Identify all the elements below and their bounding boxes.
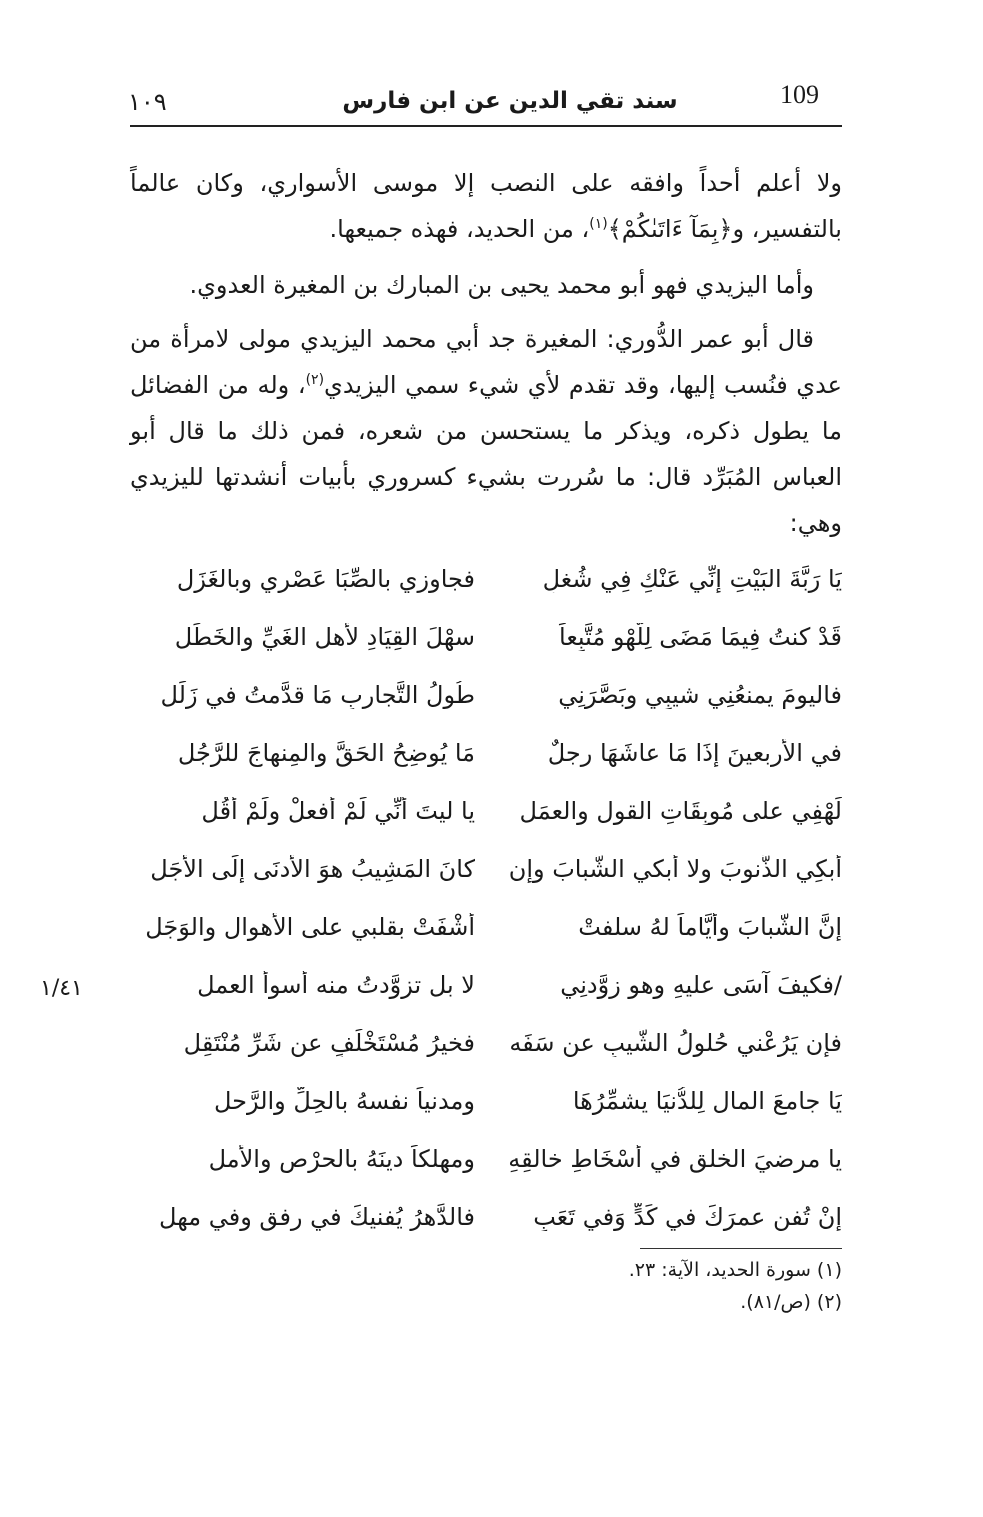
poem-verse [130,1188,842,1246]
verse-first-hemistich: إِنْ تُفنِ عمرَكَ في كَدٍّ وَفي تَعَبٍ [533,1203,842,1231]
footnote-1: (١) سورة الحديد، الآية: ٢٣. [628,1259,842,1281]
poem-verse [130,608,842,666]
verse-second-hemistich: ومدنياً نفسهُ بالحِلِّ والرَّحلِ [213,1087,475,1115]
verse-second-hemistich: يا ليتَ أنِّي لَمْ أفعلْ ولَمْ أقُلِ [201,797,475,825]
footnote-ref-1: (١) [589,216,608,232]
page-number-latin: 109 [780,80,819,109]
verse-second-hemistich: ومهلكاً دينَهُ بالحرْصِ والأملِ [208,1145,475,1173]
verse-second-hemistich: مَا يُوضِحُ الحَقَّ والمِنهاجَ للرَّجُلِ [177,739,475,767]
verse-first-hemistich: إِنَّ الشَّبابَ وأيَّاماً لهُ سلفتْ [578,913,842,941]
paragraph-3-text-b: ، وله من الفضائل ما يطول ذكره، ويذكر ما يستحسن من شعره، فمن ذلك ما قال أبو العباس المُبَرِّد قال: ما سُررت بشيء كسروري بأبيات أنشدتها لليزيدي وهي: [130,371,842,537]
verse-second-hemistich: طُولُ التَّجارِبِ مَا قدَّمتُ في زَلَلِ [160,681,475,709]
verse-second-hemistich: فجاوِزِي بالصِّبَا عَصْرِي وبالغَزَلِ [176,565,475,593]
poem-verse [130,550,842,608]
poem-verse [130,898,842,956]
verse-first-hemistich: في الأَربعينَ إِذَا مَا عاشَهَا رجلٌ [547,739,842,767]
poem-verse [130,782,842,840]
verse-second-hemistich: فالدَّهرُ يُفنيكَ في رفقٍ وفي مهلِ [159,1203,475,1231]
verse-first-hemistich: أبكِي الذُّنوبَ ولا أبكي الشَّبابَ وإِن [508,855,842,883]
poem-verse [130,1130,842,1188]
footnote-ref-2: (٢) [305,372,325,388]
poem-verse [130,724,842,782]
poem-verse [130,1072,842,1130]
paragraph-2: وأما اليزيدي فهو أبو محمد يحيى بن المبارك بن المغيرة العدوي. [189,271,814,299]
poem-verse [130,956,842,1014]
paragraph-3 [130,316,842,546]
paragraph-3-text-a: قال أبو عمر الدُّوري: المغيرة جد أبي محمد اليزيدي مولى لامرأة من عدي فنُسب إليها، وقد تقدم لأي شيء سمي اليزيدي [130,325,842,399]
poem-verse [130,840,842,898]
verse-first-hemistich: فاليومَ يمنعُنِي شيبِي وبَصَّرَنِي [558,681,842,709]
verse-first-hemistich: يَا رَبَّةَ البَيْتِ إِنِّي عَنْكِ فِي شُغلٍ [542,565,842,593]
verse-second-hemistich: أشْفَتْ بقلبي على الأهوالِ والوَجَلِ [145,913,475,941]
footnotes [430,1254,842,1318]
verse-first-hemistich: /فكيفَ آسَى عليهِ وهو زوَّدنِي [560,971,842,999]
poem [130,550,842,1246]
verse-second-hemistich: لا بل تزوَّدتُ منه أسوأَ العملِ [197,971,475,999]
footnote-2: (٢) (ص/٨١). [740,1291,842,1313]
footnote-rule [640,1248,842,1249]
verse-second-hemistich: فخيرُ مُسْتَخْلَفٍ عن شَرِّ مُنْتَقِلِ [183,1029,475,1057]
verse-second-hemistich: كانَ المَشِيبُ هوَ الأدنَى إِلَى الأجَلِ [150,855,475,883]
running-header-title: سند تقي الدين عن ابن فارس [342,88,678,114]
poem-verse [130,1014,842,1072]
page-number-arabic: ١٠٩ [128,88,167,116]
verse-first-hemistich: يَا جامعَ المالِ لِلدُّنيَا يشمِّرُهَا [572,1087,842,1115]
verse-first-hemistich: يا مرضيَ الخلقِ في أسْخَاطِ خالقِهِ [508,1145,842,1173]
verse-first-hemistich: قَدْ كنتُ فِيمَا مَضَى لِلَّهْوِ مُتَّبِعاً [559,623,842,651]
poem-verse [130,666,842,724]
manuscript-folio-note: ١/٤١ [40,976,83,1001]
paragraph-1-text: ولا أعلم أحداً وافقه على النصب إلا موسى الأسواري، وكان عالماً بالتفسير، و﴿بِمَآ ءَاتَىٰكُمْ﴾ [130,169,842,243]
verse-first-hemistich: فإن يَرُعْني حُلولُ الشَّيبِ عن سَفَه [509,1029,842,1057]
paragraph-1 [130,160,842,252]
verse-first-hemistich: لَهْفِي على مُوبِقَاتِ القولِ والعمَلِ [519,797,842,825]
header-rule [130,125,842,127]
verse-second-hemistich: سهْلَ القِيَادِ لأهلِ الغَيِّ والخَطَلِ [174,623,475,651]
paragraph-1-tail: ، من الحديد، فهذه جميعها. [329,215,590,243]
